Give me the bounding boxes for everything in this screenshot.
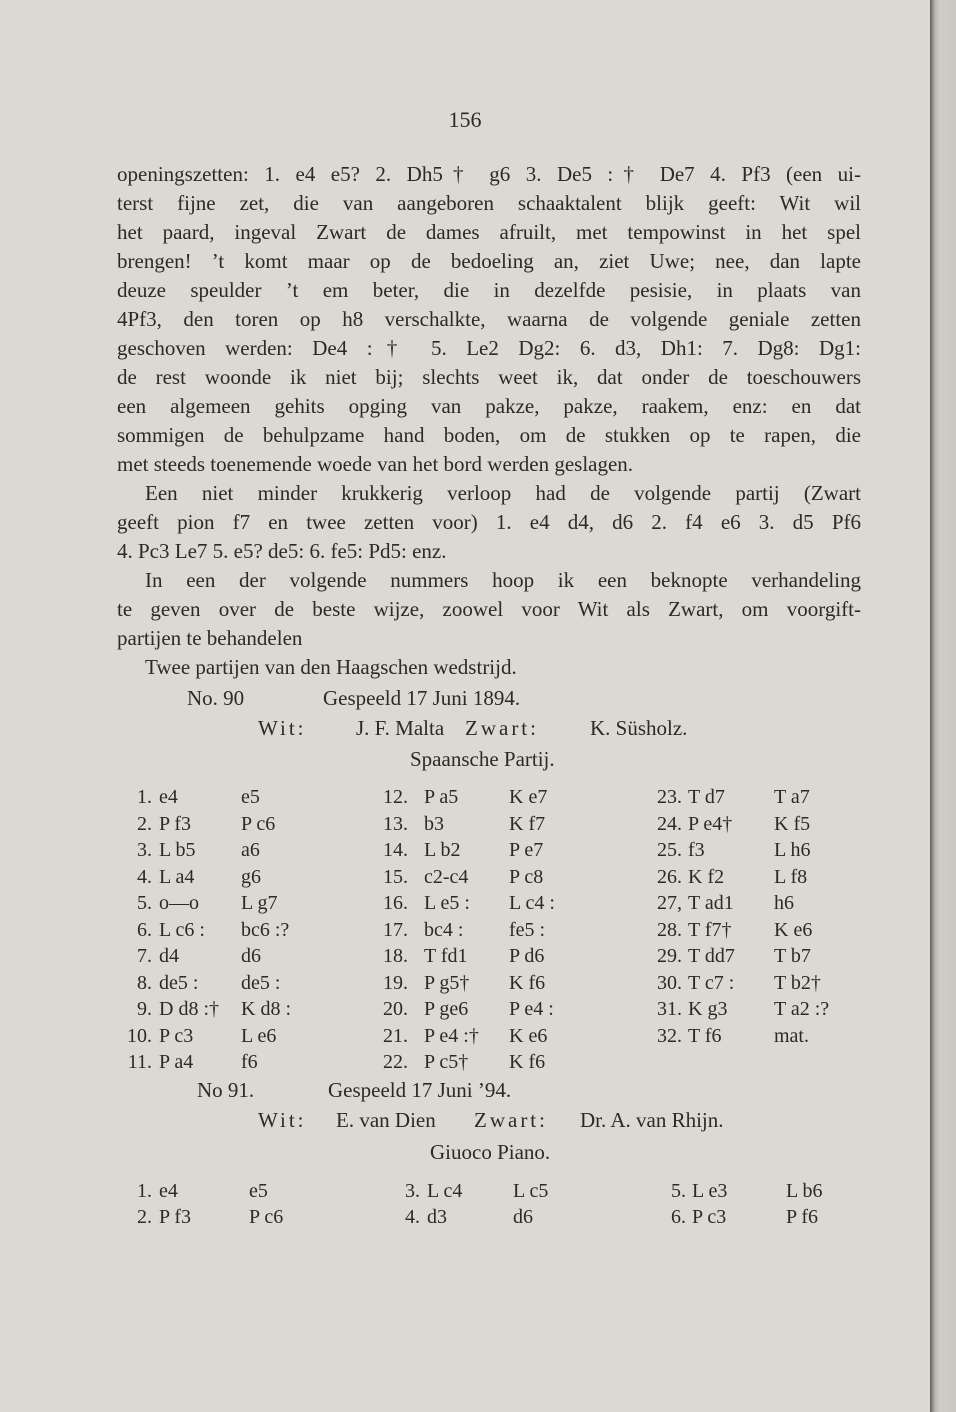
move-white: de5 :	[159, 971, 199, 994]
move-black: P d6	[509, 945, 545, 967]
move-num: 31.	[657, 998, 682, 1020]
move-white: L a4	[159, 865, 195, 888]
move-black: L f8	[774, 865, 808, 888]
move-white: T fd1	[424, 945, 468, 967]
move-white: K f2	[688, 865, 725, 888]
game1-wit-name: J. F. Malta	[356, 716, 445, 740]
game2-opening: Giuoco Piano.	[430, 1140, 551, 1164]
move-black: K d8 :	[241, 998, 291, 1020]
move-white: T dd7	[688, 945, 735, 967]
game2-played: Gespeeld 17 Juni ’94.	[328, 1078, 512, 1102]
move-num: 9.	[137, 998, 152, 1020]
move-num: 11.	[127, 1051, 152, 1073]
game1-wit-label: Wit:	[258, 716, 307, 740]
move-black: fe5 :	[509, 918, 546, 941]
move-black: P c6	[249, 1206, 284, 1228]
move-black: L b6	[786, 1180, 823, 1202]
text-line: Een niet minder krukkerig verloop had de volgende partij (Zwart	[145, 481, 861, 505]
move-num: 23.	[657, 786, 682, 808]
move-white: P ge6	[424, 998, 469, 1020]
text-line: een algemeen gehits opging van pakze, pakze, raakem, enz: en dat	[117, 394, 861, 418]
move-num: 1.	[137, 786, 152, 808]
move-num: 24.	[657, 812, 682, 835]
move-black: T b2†	[774, 971, 821, 994]
move-num: 8.	[137, 971, 152, 994]
game1-played: Gespeeld 17 Juni 1894.	[323, 686, 521, 710]
text-line: openingszetten: 1. e4 e5? 2. Dh5† g6 3. De5 :† De7 4. Pf3 (een ui-	[117, 162, 861, 186]
move-num: 1.	[137, 1180, 152, 1202]
move-black: f6	[241, 1051, 258, 1073]
page-edge	[930, 0, 956, 1412]
text-line: 4. Pc3 Le7 5. e5? de5: 6. fe5: Pd5: enz.	[117, 539, 447, 563]
move-black: K e7	[509, 786, 548, 808]
move-white: P a5	[424, 786, 459, 808]
move-white: o—o	[159, 892, 199, 914]
move-white: T f7†	[688, 918, 732, 941]
move-black: L c5	[513, 1180, 549, 1202]
move-white: T d7	[688, 786, 725, 808]
move-white: L e5 :	[424, 892, 470, 914]
move-white: d4	[159, 945, 179, 967]
move-num: 30.	[657, 971, 682, 994]
move-white: L b5	[159, 839, 196, 861]
text-line: 4Pf3, den toren op h8 verschalkte, waarna de volgende geniale zetten	[117, 307, 861, 331]
move-white: T f6	[688, 1024, 722, 1047]
move-white: T c7 :	[688, 971, 735, 994]
game2-number: No 91.	[197, 1078, 255, 1102]
move-num: 5.	[671, 1180, 686, 1202]
move-num: 26.	[657, 865, 682, 888]
move-num: 17.	[383, 918, 408, 941]
text-line: brengen! ’t komt maar op de bedoeling an, ziet Uwe; nee, dan lapte	[117, 249, 861, 273]
move-black: K e6	[774, 918, 813, 941]
game2-zwart-name: Dr. A. van Rhijn.	[580, 1108, 724, 1132]
move-white: P e4†	[688, 812, 733, 835]
text-line: de rest woonde ik niet bij; slechts weet ik, dat onder de toeschouwers	[117, 365, 861, 389]
move-num: 12.	[383, 786, 408, 808]
game2-wit-label: Wit:	[258, 1108, 307, 1132]
text-line: geschoven werden: De4 :† 5. Le2 Dg2: 6. d3, Dh1: 7. Dg8: Dg1:	[117, 336, 861, 360]
move-black: P e7	[509, 839, 544, 861]
move-black: e5	[249, 1180, 268, 1202]
move-num: 6.	[137, 918, 152, 941]
move-white: e4	[159, 786, 178, 808]
move-black: L g7	[241, 892, 278, 914]
move-black: T b7	[774, 945, 811, 967]
move-black: P f6	[786, 1206, 819, 1228]
move-num: 3.	[405, 1180, 420, 1202]
move-black: L c4 :	[509, 892, 555, 914]
move-black: de5 :	[241, 971, 281, 994]
text-line: sommigen de behulpzame hand boden, om de stukken op te rapen, die	[117, 423, 861, 447]
move-white: L c4	[427, 1180, 463, 1202]
text-line: met steeds toenemende woede van het bord werden geslagen.	[117, 452, 634, 476]
move-white: P e4 :†	[424, 1024, 479, 1047]
move-num: 6.	[671, 1206, 686, 1228]
game1-number: No. 90	[187, 686, 245, 710]
move-black: L e6	[241, 1024, 277, 1047]
text-line: het paard, ingeval Zwart de dames afruilt, met tempowinst in het spel	[117, 220, 861, 244]
text-line: deuze speulder ’t em beter, die in dezelfde pesisie, in plaats van	[117, 278, 861, 302]
move-black: K e6	[509, 1024, 548, 1047]
move-white: P f3	[159, 812, 192, 835]
move-black: e5	[241, 786, 260, 808]
text-line: In een der volgende nummers hoop ik een beknopte verhandeling	[145, 568, 861, 592]
game2-zwart-label: Zwart:	[474, 1108, 548, 1132]
move-num: 15.	[383, 865, 408, 888]
move-num: 19.	[383, 971, 408, 994]
move-black: P e4 :	[509, 998, 554, 1020]
move-white: P g5†	[424, 971, 470, 994]
move-num: 7.	[137, 945, 152, 967]
move-white: D d8 :†	[159, 998, 219, 1020]
move-black: K f6	[509, 1051, 546, 1073]
move-white: e4	[159, 1180, 178, 1202]
move-black: h6	[774, 892, 794, 914]
move-num: 32.	[657, 1024, 682, 1047]
text-line: partijen te behandelen	[117, 626, 303, 650]
move-num: 25.	[657, 839, 682, 861]
move-num: 20.	[383, 998, 408, 1020]
move-white: P a4	[159, 1051, 194, 1073]
move-num: 21.	[383, 1024, 408, 1047]
game1-zwart-name: K. Süsholz.	[590, 716, 688, 740]
move-white: d3	[427, 1206, 447, 1228]
move-black: a6	[241, 839, 260, 861]
move-num: 13.	[383, 812, 408, 835]
move-black: mat.	[774, 1024, 809, 1047]
move-num: 4.	[137, 865, 152, 888]
text-line: Twee partijen van den Haagschen wedstrijd.	[145, 655, 517, 679]
move-num: 14.	[383, 839, 408, 861]
move-black: d6	[241, 945, 261, 967]
move-num: 27,	[657, 892, 682, 914]
move-num: 22.	[383, 1051, 408, 1073]
move-black: T a2 :?	[774, 998, 830, 1020]
move-white: b3	[424, 812, 444, 835]
move-white: P c5†	[424, 1051, 469, 1073]
move-white: K g3	[688, 998, 728, 1020]
move-num: 28.	[657, 918, 682, 941]
move-black: T a7	[774, 786, 810, 808]
move-white: P c3	[159, 1024, 194, 1047]
move-num: 2.	[137, 812, 152, 835]
move-black: L h6	[774, 839, 811, 861]
move-black: K f7	[509, 812, 546, 835]
move-white: f3	[688, 839, 705, 861]
text-line: te geven over de beste wijze, zoowel voor Wit als Zwart, om voorgift-	[117, 597, 861, 621]
move-white: P c3	[692, 1206, 727, 1228]
move-num: 4.	[405, 1206, 420, 1228]
game2-wit-name: E. van Dien	[336, 1108, 436, 1132]
move-black: P c8	[509, 865, 544, 888]
move-num: 18.	[383, 945, 408, 967]
move-black: P c6	[241, 812, 276, 835]
move-num: 16.	[383, 892, 408, 914]
game1-zwart-label: Zwart:	[465, 716, 539, 740]
move-white: bc4 :	[424, 918, 464, 941]
move-black: g6	[241, 865, 261, 888]
move-black: bc6 :?	[241, 918, 290, 941]
text-line: terst fijne zet, die van aangeboren schaaktalent blijk geeft: Wit wil	[117, 191, 861, 215]
text-line: geeft pion f7 en twee zetten voor) 1. e4 d4, d6 2. f4 e6 3. d5 Pf6	[117, 510, 861, 534]
move-num: 29.	[657, 945, 682, 967]
move-num: 2.	[137, 1206, 152, 1228]
move-black: K f5	[774, 812, 811, 835]
move-white: L b2	[424, 839, 461, 861]
move-white: c2-c4	[424, 865, 469, 888]
game1-opening: Spaansche Partij.	[410, 747, 555, 771]
page-number: 156	[448, 107, 482, 132]
move-white: L c6 :	[159, 918, 205, 941]
move-num: 5.	[137, 892, 152, 914]
move-white: T ad1	[688, 892, 734, 914]
move-white: L e3	[692, 1180, 728, 1202]
move-white: P f3	[159, 1206, 192, 1228]
move-black: K f6	[509, 971, 546, 994]
move-num: 3.	[137, 839, 152, 861]
move-num: 10.	[127, 1024, 152, 1047]
move-black: d6	[513, 1206, 533, 1228]
